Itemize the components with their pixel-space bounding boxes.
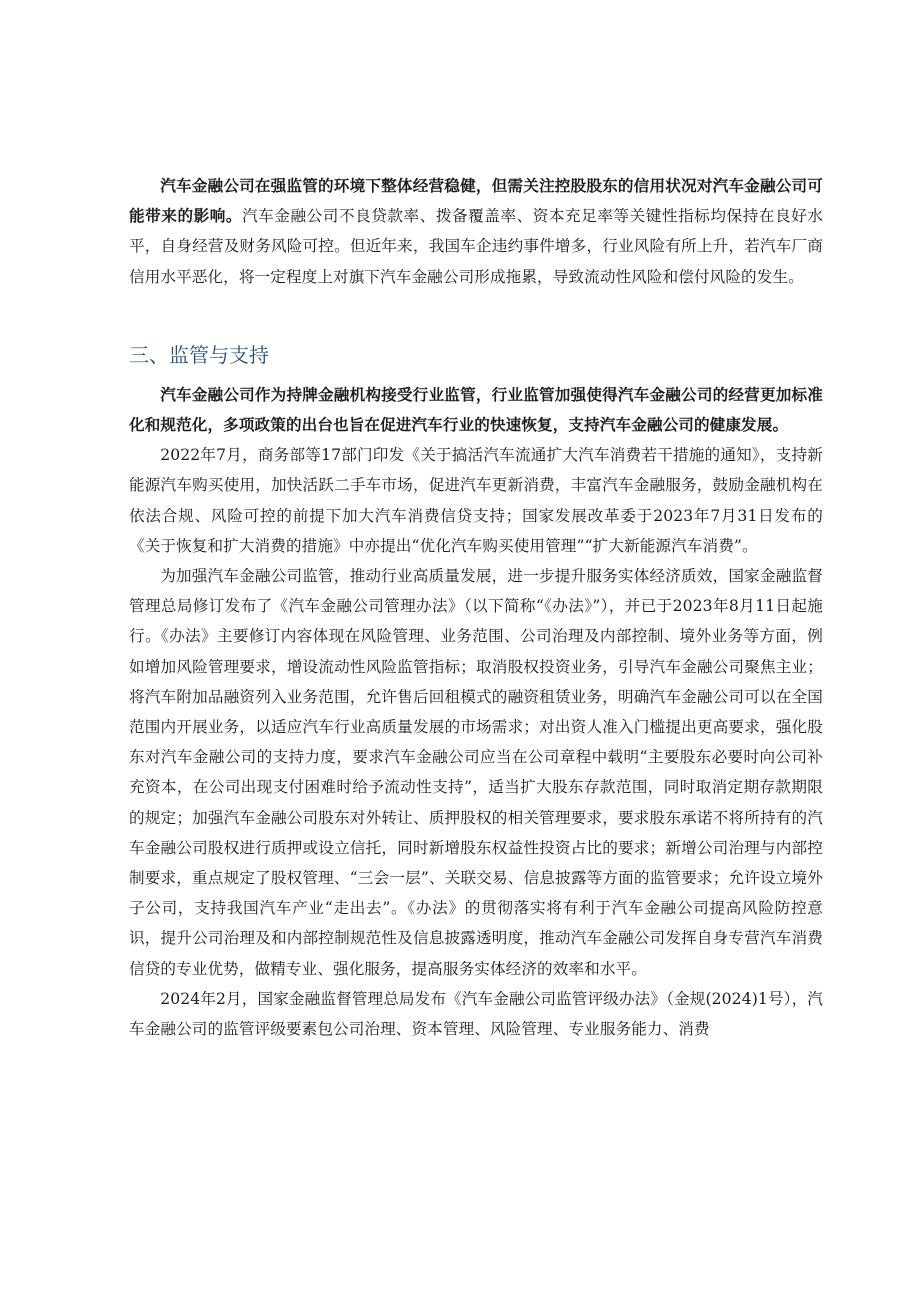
document-page [129, 171, 823, 1044]
paragraph-regulation-measures: 为加强汽车金融公司监管，推动行业高质量发展，进一步提升服务实体经济质效，国家金融监督管理总局修订发布了《汽车金融公司管理办法》（以下简称“《办法》”），并已于2023年8月11日起施行。《办法》主要修订内容体现在风险管理、业务范围、公司治理及内部控制、境外业务等方面，例如增加风险管理要求，增设流动性风险监管指标；取消股权投资业务，引导汽车金融公司聚焦主业；将汽车附加品融资列入业务范围，允许售后回租模式的融资租赁业务，明确汽车金融公司可以在全国范围内开展业务，以适应汽车行业高质量发展的市场需求；对出资人准入门槛提出更高要求，强化股东对汽车金融公司的支持力度，要求汽车金融公司应当在公司章程中载明“主要股东必要时向公司补充资本，在公司出现支付困难时给予流动性支持”，适当扩大股东存款范围，同时取消定期存款期限的规定；加强汽车金融公司股东对外转让、质押股权的相关管理要求，要求股东承诺不将所持有的汽车金融公司股权进行质押或设立信托，同时新增股东权益性投资占比的要求；新增公司治理与内部控制要求，重点规定了股权管理、“三会一层”、关联交易、信息披露等方面的监管要求；允许设立境外子公司，支持我国汽车产业“走出去”。《办法》的贯彻落实将有利于汽车金融公司提高风险防控意识，提升公司治理及和内部控制规范性及信息披露透明度，推动汽车金融公司发挥自身专营汽车消费信贷的专业优势，做精专业、强化服务，提高服务实体经济的效率和水平。 [129, 567, 823, 978]
section-lead-paragraph: 汽车金融公司作为持牌金融机构接受行业监管，行业监管加强使得汽车金融公司的经营更加标准化和规范化，多项政策的出台也旨在促进汽车行业的快速恢复，支持汽车金融公司的健康发展。 [129, 385, 823, 435]
paragraph-2022-policy: 2022年7月，商务部等17部门印发《关于搞活汽车流通扩大汽车消费若干措施的通知》，支持新能源汽车购买使用，加快活跃二手车市场，促进汽车更新消费，丰富汽车金融服务，鼓励金融机构在依法合规、风险可控的前提下加大汽车消费信贷支持；国家发展改革委于2023年7月31日发布的《关于恢复和扩大消费的措施》中亦提出“优化汽车购买使用管理”“扩大新能源汽车消费”。 [129, 446, 823, 555]
section-heading: 三、监管与支持 [129, 342, 269, 367]
paragraph-lead-bold: 汽车金融公司在强监管的环境下整体经营稳健，但需关注控股股东的信用状况对汽车金融公司可能带来的影响。 [129, 177, 823, 226]
paragraph-shareholder-credit [129, 171, 823, 292]
paragraph-body: 汽车金融公司不良贷款率、拨备覆盖率、资本充足率等关键性指标均保持在良好水平，自身经营及财务风险可控。但近年来，我国车企违约事件增多，行业风险有所上升，若汽车厂商信用水平恶化，将一定程度上对旗下汽车金融公司形成拖累，导致流动性风险和偿付风险的发生。 [129, 207, 824, 286]
paragraph-2024-rating: 2024年2月，国家金融监督管理总局发布《汽车金融公司监管评级办法》（金规(2024)1号），汽车金融公司的监管评级要素包公司治理、资本管理、风险管理、专业服务能力、消费 [129, 989, 823, 1039]
